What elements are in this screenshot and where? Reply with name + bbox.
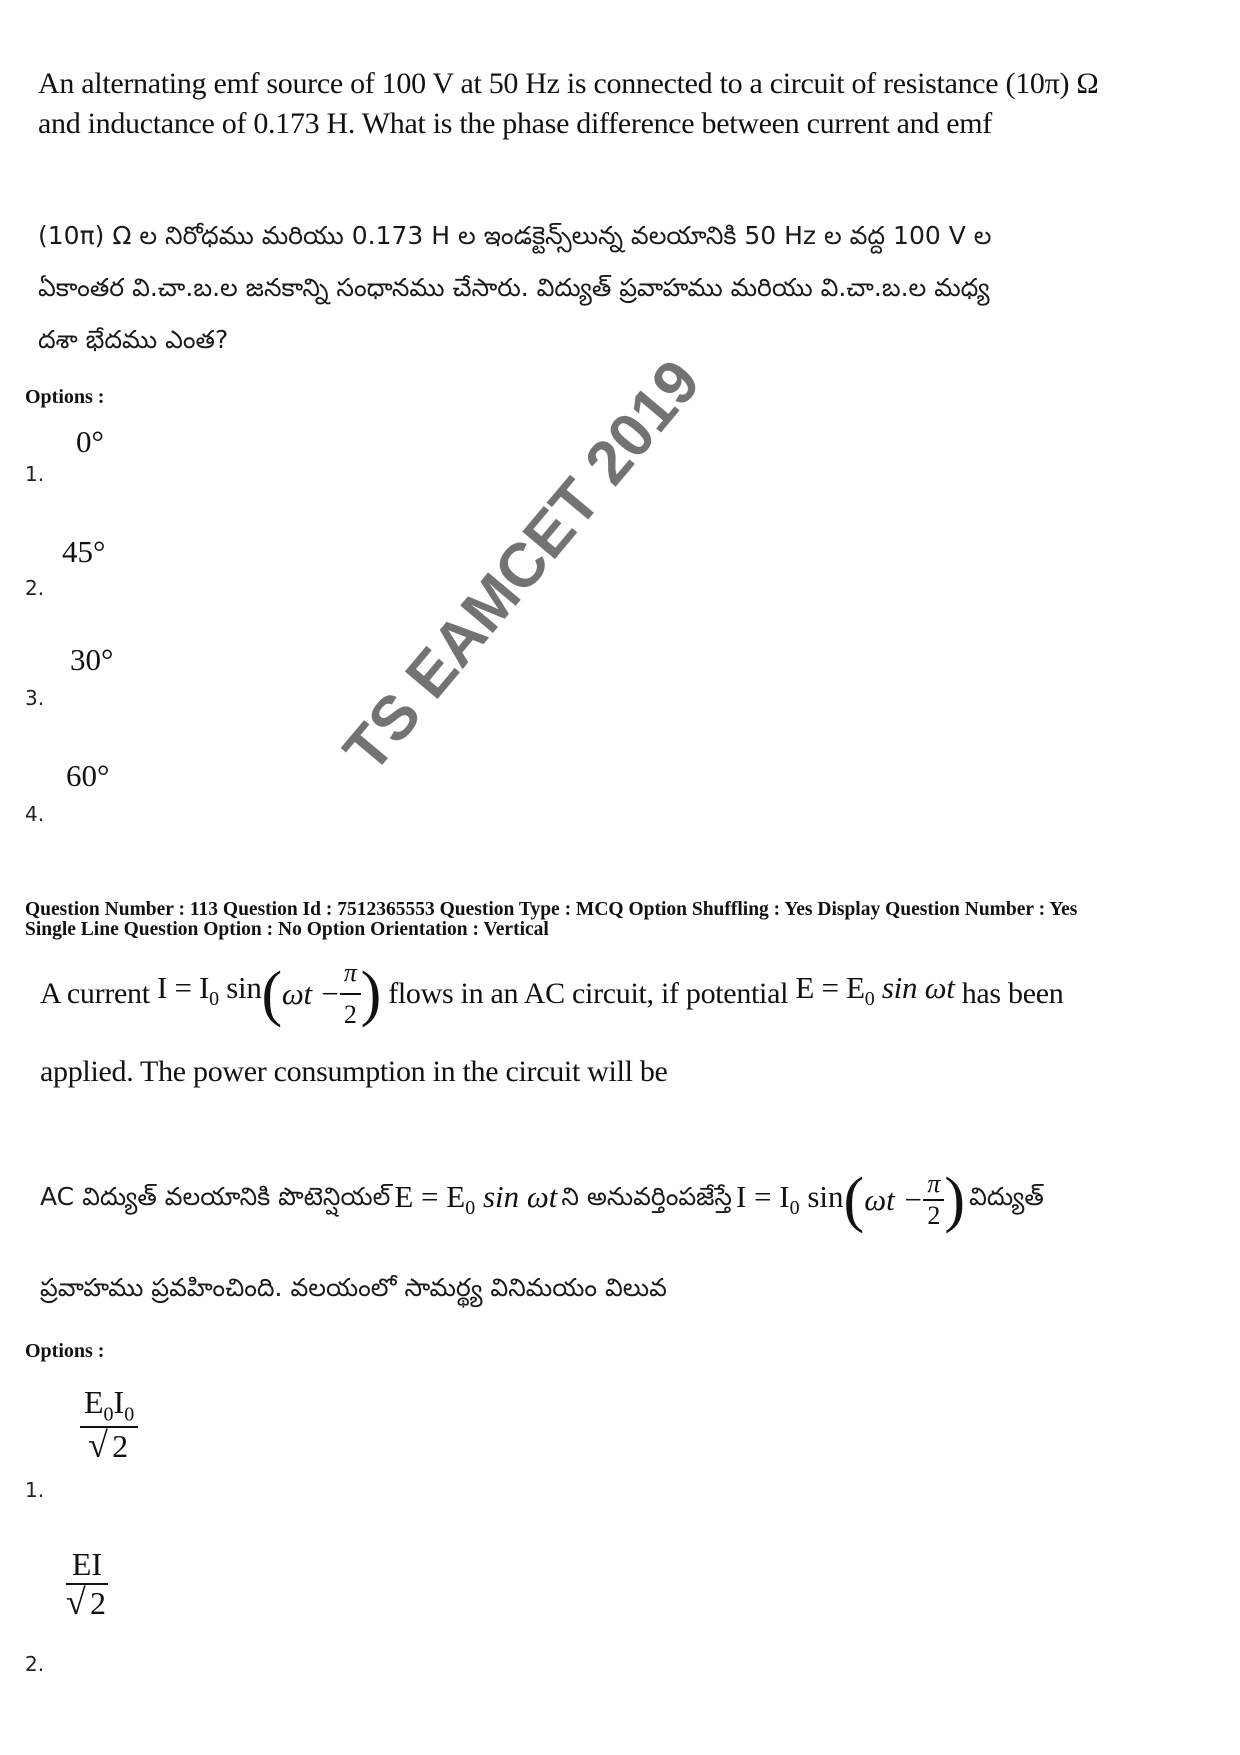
telugu-current-lhs: I = I	[735, 1179, 790, 1215]
q113-telugu-part2: ని అనువర్తింపజేస్తే	[561, 1182, 732, 1211]
option-4-value[interactable]: 60°	[66, 758, 110, 793]
telugu-omega-t: ωt −	[864, 1182, 924, 1217]
telugu-open-paren: (	[843, 1166, 865, 1234]
sqrt-value: 2	[112, 1428, 129, 1465]
question-113-telugu-line1	[40, 1158, 1044, 1242]
telugu-current-subscript: 0	[789, 1197, 800, 1220]
telugu-potential-rhs: sin ωt	[482, 1179, 558, 1215]
q113-telugu-part3: విద్యుత్	[969, 1182, 1044, 1211]
sqrt-icon: √ 2	[88, 1425, 129, 1466]
question-113-meta-line2: Single Line Question Option : No Option Orientation : Vertical	[25, 919, 549, 940]
option-4-number: 4.	[25, 802, 45, 826]
i-subscript: 0	[124, 1403, 135, 1426]
pi-over-two	[340, 953, 361, 1035]
e-subscript: 0	[103, 1403, 114, 1426]
option-3-number: 3.	[25, 686, 45, 710]
watermark: TS EAMCET 2019	[330, 347, 714, 785]
current-lhs: I = I	[156, 970, 210, 1006]
option-113-1-value[interactable]	[80, 1384, 138, 1465]
question-112-telugu-line1: (10π) Ω ల నిరోధము మరియు 0.173 H ల ఇండక్టెన్స్‌లున్న వలయానికి 50 Hz ల వద్ద 100 V ల	[38, 221, 992, 250]
telugu-potential-equation	[394, 1179, 557, 1220]
potential-equation	[795, 968, 954, 1019]
question-112-telugu-line2: ఏకాంతర వి.చా.బ.ల జనకాన్ని సంధానము చేసారు. విద్యుత్ ప్రవాహము మరియు వి.చా.బ.ల మధ్య	[38, 273, 990, 302]
telugu-potential-subscript: 0	[465, 1197, 476, 1220]
omega-t: ωt −	[281, 976, 340, 1011]
option-2-number: 2.	[25, 576, 45, 600]
q113-telugu-part1: AC విద్యుత్ వలయానికి పొటెన్షియల్	[40, 1182, 391, 1211]
sqrt-icon: √ 2	[66, 1582, 106, 1622]
option-1-value[interactable]: 0°	[76, 424, 104, 459]
option-113-1-number: 1.	[25, 1478, 45, 1502]
current-subscript: 0	[209, 988, 219, 1011]
telugu-sin-text: sin	[807, 1179, 844, 1215]
option-3-value[interactable]: 30°	[70, 642, 114, 677]
telugu-potential-lhs: E = E	[394, 1179, 466, 1215]
potential-rhs: sin ωt	[881, 970, 955, 1006]
question-113-english-line2: applied. The power consumption in the circuit will be	[40, 1055, 668, 1088]
option-113-2-number: 2.	[25, 1652, 45, 1676]
telugu-pi-over-two	[923, 1169, 944, 1231]
sqrt-value-2: 2	[90, 1585, 106, 1621]
open-paren: (	[261, 960, 282, 1028]
question-113-meta-line1: Question Number : 113 Question Id : 7512365553 Question Type : MCQ Option Shuffling : Yes Display Question Number : Yes	[25, 899, 1078, 920]
telugu-current-equation	[736, 1179, 844, 1220]
e-symbol: E	[84, 1384, 104, 1420]
question-113-english-line1	[40, 954, 1063, 1034]
option-113-2-numerator: EI	[66, 1546, 108, 1585]
telugu-two-denominator: 2	[927, 1201, 941, 1230]
telugu-pi-numerator: π	[923, 1169, 944, 1201]
options-label-113: Options :	[25, 1340, 105, 1362]
q113-text-part3: has been	[961, 977, 1064, 1010]
question-112-telugu-line3: దశా భేదము ఎంత?	[38, 325, 229, 354]
telugu-close-paren: )	[944, 1166, 966, 1234]
option-2-value[interactable]: 45°	[62, 534, 106, 569]
question-113-telugu-line2: ప్రవాహము ప్రవహించింది. వలయంలో సామర్థ్య వినిమయం విలువ	[40, 1273, 667, 1302]
option-113-1-numerator	[80, 1384, 138, 1428]
option-113-2-denominator	[66, 1582, 108, 1622]
question-112-english-line2: and inductance of 0.173 H. What is the phase difference between current and emf	[38, 107, 992, 140]
option-1-number: 1.	[25, 462, 45, 486]
potential-lhs: E = E	[795, 970, 865, 1006]
option-113-2-value[interactable]	[66, 1546, 108, 1622]
i-symbol: I	[113, 1384, 125, 1420]
two-denominator: 2	[343, 1000, 357, 1029]
potential-subscript: 0	[864, 988, 875, 1011]
q113-text-part1: A current	[40, 977, 150, 1010]
current-equation	[157, 968, 262, 1019]
options-label: Options :	[25, 386, 105, 408]
option-113-1-denominator	[80, 1425, 138, 1466]
close-paren: )	[360, 960, 381, 1028]
q113-text-part2: flows in an AC circuit, if potential	[388, 977, 789, 1010]
sin-text: sin	[226, 970, 262, 1006]
pi-numerator: π	[340, 953, 361, 995]
question-112-english-line1: An alternating emf source of 100 V at 50 Hz is connected to a circuit of resistance (10π) Ω	[38, 67, 1099, 100]
